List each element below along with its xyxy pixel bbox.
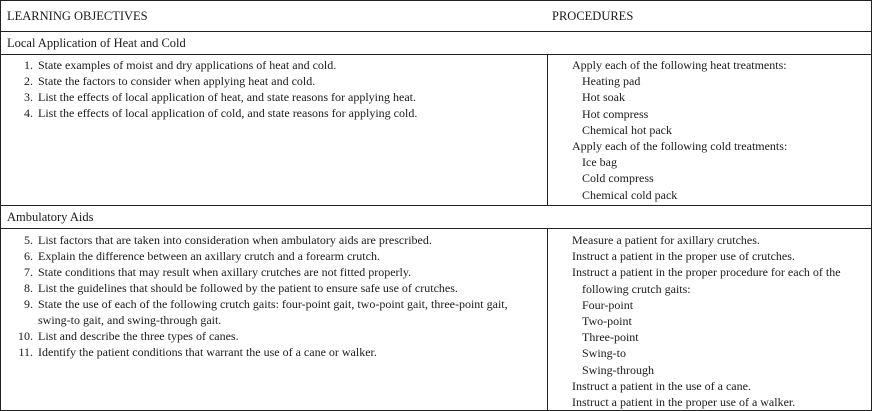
procedure-item: Instruct a patient in the proper procedure for each of the xyxy=(572,265,841,280)
section-1-objectives xyxy=(1,57,547,121)
procedure-subitem: Swing-through xyxy=(582,362,654,377)
procedure-item: Instruct a patient in the use of a cane. xyxy=(572,378,751,393)
objective-item: 5. List factors that are taken into consideration when ambulatory aids are prescribed. xyxy=(24,233,432,247)
objective-item: 3. List the effects of local application of heat, and state reasons for applying heat. xyxy=(24,90,416,104)
procedure-subitem: Hot compress xyxy=(582,106,649,121)
table-header-row xyxy=(1,1,871,32)
objective-item: 7. State conditions that may result when axillary crutches are not fitted properly. xyxy=(24,265,412,279)
procedure-item: Instruct a patient in the proper use of crutches. xyxy=(572,249,795,264)
procedure-subitem: Chemical hot pack xyxy=(582,122,672,137)
procedure-item: Instruct a patient in the proper use of a walker. xyxy=(572,395,796,410)
procedure-subitem: Hot soak xyxy=(582,90,625,105)
procedure-subitem: Four-point xyxy=(582,297,634,312)
procedure-item: Measure a patient for axillary crutches. xyxy=(572,233,760,247)
procedure-item-continuation: following crutch gaits: xyxy=(582,281,691,296)
learning-objectives-header: LEARNING OBJECTIVES xyxy=(7,9,148,23)
objective-item: 9. State the use of each of the following crutch gaits: four-point gait, two-point gait, three-point gait, swing-to gait, and swing-through gait. xyxy=(24,297,508,327)
objective-item: 4. List the effects of local application of cold, and state reasons for applying cold. xyxy=(24,106,418,120)
procedure-subitem: Two-point xyxy=(582,314,632,329)
objective-item: 2. State the factors to consider when applying heat and cold. xyxy=(24,74,316,88)
objective-item: 1. State examples of moist and dry applications of heat and cold. xyxy=(24,58,337,72)
objective-item: 8. List the guidelines that should be followed by the patient to ensure safe use of crutches. xyxy=(24,281,458,295)
procedure-subitem: Cold compress xyxy=(582,171,654,186)
section-title: Local Application of Heat and Cold xyxy=(7,36,186,50)
procedures-header: PROCEDURES xyxy=(552,9,634,23)
procedure-subitem: Chemical cold pack xyxy=(582,187,678,202)
column-divider xyxy=(547,55,548,205)
column-divider xyxy=(547,229,548,410)
procedure-subitem: Heating pad xyxy=(582,74,641,89)
section-1-procedures xyxy=(572,57,867,203)
objective-item: 6. Explain the difference between an axillary crutch and a forearm crutch. xyxy=(24,249,380,263)
procedure-subitem: Ice bag xyxy=(582,155,617,170)
procedure-subitem: Swing-to xyxy=(582,346,627,361)
section-title: Ambulatory Aids xyxy=(7,210,94,224)
section-2-objectives xyxy=(1,232,547,360)
section-heading-heat-cold xyxy=(1,32,871,55)
procedure-subitem: Three-point xyxy=(582,330,639,345)
section-heading-ambulatory-aids xyxy=(1,206,871,229)
objective-item: 11. Identify the patient conditions that warrant the use of a cane or walker. xyxy=(18,345,377,359)
procedure-item: Apply each of the following heat treatments: xyxy=(572,58,787,72)
objective-item: 10. List and describe the three types of canes. xyxy=(18,329,239,343)
procedure-item: Apply each of the following cold treatments: xyxy=(572,139,788,154)
section-2-procedures xyxy=(572,232,867,410)
